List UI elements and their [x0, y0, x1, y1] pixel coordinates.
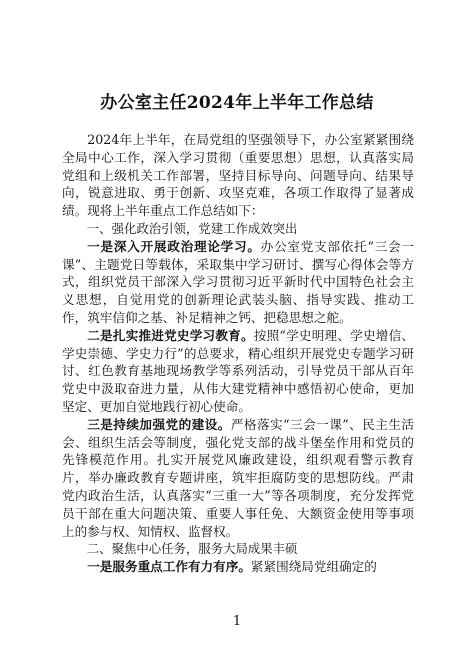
item-2-lead: 二是扎实推进党史学习教育。 — [87, 327, 254, 343]
document-body — [62, 131, 414, 576]
paragraph-item-4 — [62, 558, 414, 576]
section-heading-2: 二、聚焦中心任务，服务大局成果丰硕 — [86, 541, 298, 557]
item-3-text: 严格落实“三会一课”、民主生活会、组织生活会等制度，强化党支部的战斗堡垒作用和党员的先锋模范作用。扎实开展党风廉政建设，组织观看警示教育片，举办廉政教育专题讲座，筑牢拒腐防变的思想防线。严肃党内政治生活，认真落实“三重一大”等各项制度，充分发挥党员干部在重大问题决策、重要人事任免、大额资金使用等事项上的参与权、知情权、监督权。 — [62, 416, 414, 539]
intro-paragraph: 2024年上半年，在局党组的坚强领导下，办公室紧紧围绕全局中心工作，深入学习贯彻（重要思想）思想，认真落实局党组和上级机关工作部署，坚持目标导向、问题导向、结果导向，锐意进取、勇于创新、攻坚克难，各项工作取得了显著成绩。现将上半年重点工作总结如下： — [62, 132, 414, 219]
page-number: 1 — [232, 614, 242, 629]
section-heading-1: 一、强化政治引领，党建工作成效突出 — [86, 220, 298, 236]
paragraph-item-2 — [62, 327, 414, 416]
paragraph-item-3 — [62, 416, 414, 541]
item-2-text: 按照“学史明理、学史增信、学史崇德、学史力行”的总要求，精心组织开展党史专题学习研讨、红色教育基地现场教学等系列活动，引导党员干部从百年党史中汲取奋进力量，从伟大建党精神中感悟初心使命，更加坚定、更加自觉地践行初心使命。 — [62, 327, 414, 414]
item-3-lead: 三是持续加强党的建设。 — [87, 416, 231, 432]
document-title: 办公室主任2024年上半年工作总结 — [100, 93, 374, 113]
item-1-text: 办公室党支部依托“三会一课”、主题党日等载体，采取集中学习研讨、撰写心得体会等方式，组织党员干部深入学习贯彻习近平新时代中国特色社会主义思想，自觉用党的创新理论武装头脑、指导实践、推动工作，筑牢信仰之基、补足精神之钙、把稳思想之舵。 — [62, 238, 414, 325]
item-4-text: 紧紧围绕局党组确定的 — [250, 559, 377, 575]
item-1-lead: 一是深入开展政治理论学习。 — [87, 238, 261, 254]
item-4-lead: 一是服务重点工作有力有序。 — [87, 559, 251, 575]
paragraph-item-1 — [62, 238, 414, 327]
